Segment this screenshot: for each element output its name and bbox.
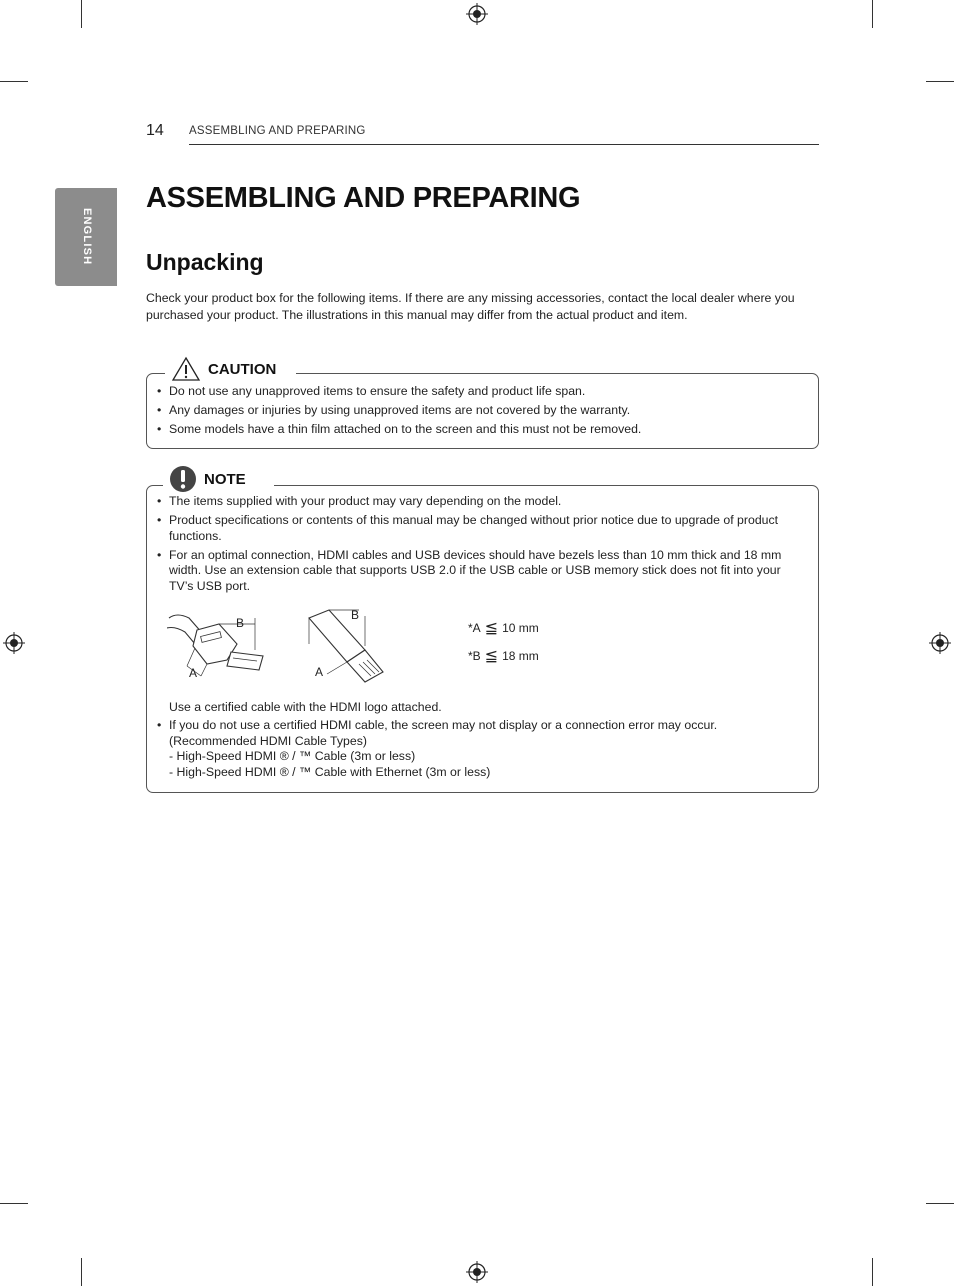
crop-mark [926, 81, 954, 82]
hdmi-item-text: If you do not use a certified HDMI cable, the screen may not display or a connection error may occur. (Recommended HDMI Cable Types) [169, 718, 718, 748]
cable-type: - High-Speed HDMI ® / ™ Cable (3m or less) [169, 749, 416, 763]
dimension-label-b: B [236, 616, 245, 630]
less-equal-symbol: ≦ [484, 620, 499, 637]
list-item: • Do not use any unapproved items to ensure the safety and product life span. [157, 384, 805, 400]
certified-cable-text: Use a certified cable with the HDMI logo attached. [169, 700, 442, 714]
list-item: • Any damages or injuries by using unapproved items are not covered by the warranty. [157, 403, 805, 419]
list-item: • Product specifications or contents of this manual may be changed without prior notice due to upgrade of product functions. [157, 513, 805, 544]
hdmi-list [157, 718, 805, 784]
note-list [157, 494, 805, 598]
list-item: • Some models have a thin film attached on to the screen and this must not be removed. [157, 422, 805, 438]
caution-list [157, 384, 805, 441]
caution-label: CAUTION [208, 360, 277, 378]
crop-mark [0, 81, 28, 82]
crop-mark [872, 1258, 873, 1286]
dimension-a-prefix: *A [468, 621, 481, 635]
intro-paragraph: Check your product box for the following items. If there are any missing accessories, contact the local dealer where you purchased your product. The illustrations in this manual may differ from the actual product and item. [146, 291, 795, 322]
caution-header [165, 356, 296, 382]
registration-mark-icon [466, 3, 488, 25]
registration-mark-icon [466, 1261, 488, 1283]
header-divider [189, 144, 819, 145]
less-equal-symbol: ≦ [484, 648, 499, 665]
crop-mark [926, 1203, 954, 1204]
dimension-b-prefix: *B [468, 649, 481, 663]
list-item: • For an optimal connection, HDMI cables and USB devices should have bezels less than 10 mm thick and 18 mm width. Use an extension cable that supports USB 2.0 if the USB cable or USB memory stick does not fit into your TV’s USB port. [157, 548, 805, 595]
page-title: ASSEMBLING AND PREPARING [146, 182, 581, 214]
dimension-label-b: B [351, 608, 360, 622]
dimension-a-value: 10 mm [502, 621, 539, 635]
note-box [146, 470, 819, 793]
dimension-limit-a [468, 618, 539, 638]
hdmi-connector-illustration [167, 604, 272, 684]
registration-mark-icon [3, 632, 25, 654]
page-number: 14 [146, 122, 164, 139]
usb-stick-illustration [307, 604, 392, 684]
crop-mark [81, 0, 82, 28]
crop-mark [81, 1258, 82, 1286]
dimension-limit-b [468, 646, 539, 666]
caution-box [146, 360, 819, 449]
dimension-label-a: A [315, 665, 324, 679]
running-header: ASSEMBLING AND PREPARING [189, 125, 366, 137]
cable-type: - High-Speed HDMI ® / ™ Cable with Ethernet (3m or less) [169, 764, 491, 779]
section-heading: Unpacking [146, 249, 264, 275]
crop-mark [872, 0, 873, 28]
list-item: • The items supplied with your product may vary depending on the model. [157, 494, 805, 510]
list-item [157, 718, 805, 780]
dimension-b-value: 18 mm [502, 649, 539, 663]
warning-icon [171, 356, 201, 382]
crop-mark [0, 1203, 28, 1204]
language-tab [55, 188, 117, 286]
exclamation-icon [169, 465, 197, 493]
registration-mark-icon [929, 632, 951, 654]
language-tab-label: ENGLISH [81, 208, 93, 266]
note-header [163, 465, 274, 493]
dimension-label-a: A [189, 666, 198, 680]
note-label: NOTE [204, 470, 246, 488]
